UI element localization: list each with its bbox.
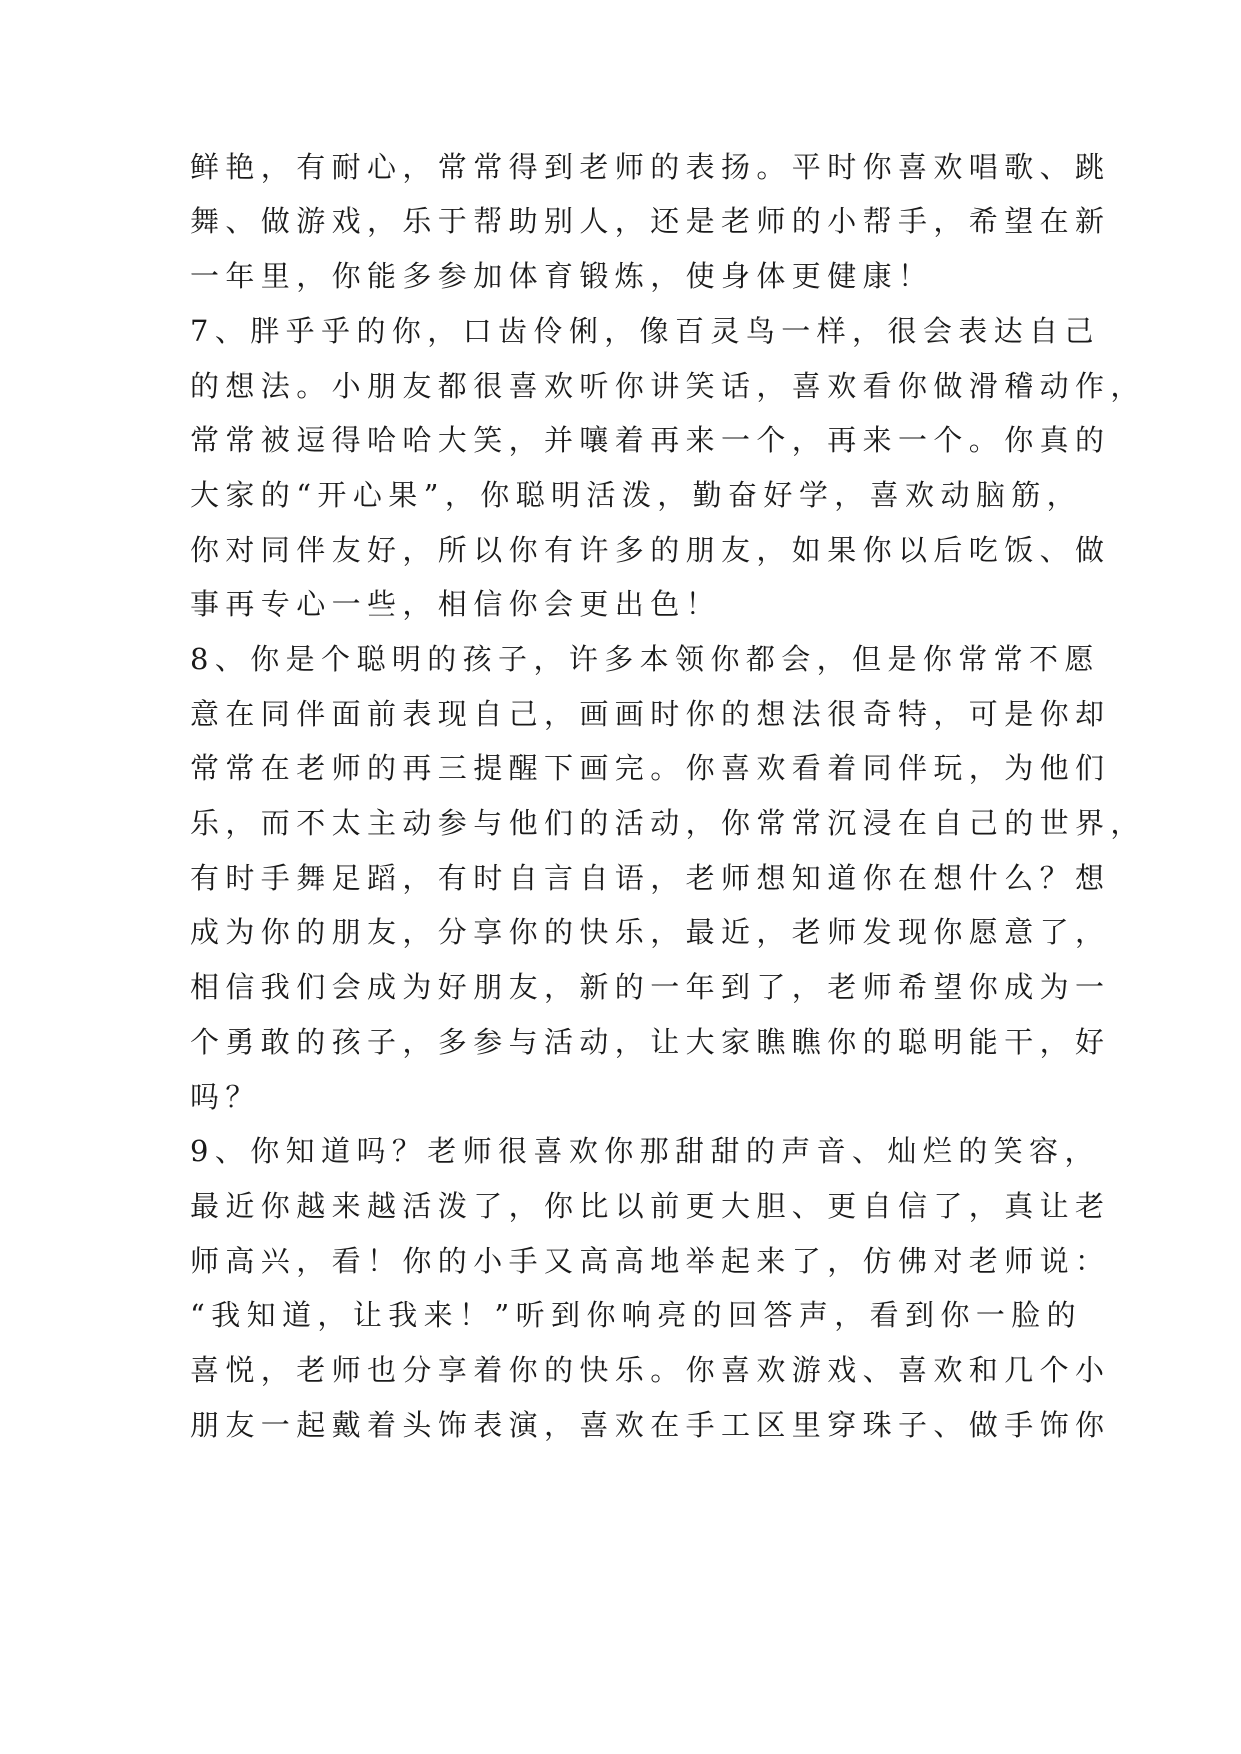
text-line: 鲜艳，有耐心，常常得到老师的表扬。平时你喜欢唱歌、跳 — [190, 150, 1111, 184]
text-line: 大家的“开心果”，你聪明活泼，勤奋好学，喜欢动脑筋， — [190, 478, 1083, 512]
text-line: 成为你的朋友，分享你的快乐，最近，老师发现你愿意了， — [190, 915, 1111, 949]
text-line: 事再专心一些，相信你会更出色！ — [190, 587, 722, 621]
text-line: 意在同伴面前表现自己，画画时你的想法很奇特，可是你却 — [190, 697, 1111, 731]
text-line: 有时手舞足蹈，有时自言自语，老师想知道你在想什么？想 — [190, 861, 1111, 895]
text-line: 相信我们会成为好朋友，新的一年到了，老师希望你成为一 — [190, 970, 1111, 1004]
text-line: 乐，而不太主动参与他们的活动，你常常沉浸在自己的世界， — [190, 806, 1146, 840]
text-line: 的想法。小朋友都很喜欢听你讲笑话，喜欢看你做滑稽动作， — [190, 369, 1146, 403]
text-line: 一年里，你能多参加体育锻炼，使身体更健康！ — [190, 259, 934, 293]
text-line: 师高兴，看！你的小手又高高地举起来了，仿佛对老师说： — [190, 1244, 1111, 1278]
text-line: 喜悦，老师也分享着你的快乐。你喜欢游戏、喜欢和几个小 — [190, 1353, 1111, 1387]
text-line: 个勇敢的孩子，多参与活动，让大家瞧瞧你的聪明能干，好 — [190, 1025, 1111, 1059]
text-line: 8、你是个聪明的孩子，许多本领你都会，但是你常常不愿 — [190, 642, 1100, 676]
text-line: 舞、做游戏，乐于帮助别人，还是老师的小帮手，希望在新 — [190, 204, 1111, 238]
text-line: 9、你知道吗？老师很喜欢你那甜甜的声音、灿烂的笑容， — [190, 1134, 1100, 1168]
text-line: 7、胖乎乎的你，口齿伶俐，像百灵鸟一样，很会表达自己 — [190, 314, 1100, 348]
text-line: “我知道，让我来！”听到你响亮的回答声，看到你一脸的 — [190, 1298, 1083, 1332]
text-line: 最近你越来越活泼了，你比以前更大胆、更自信了，真让老 — [190, 1189, 1111, 1223]
text-line: 你对同伴友好，所以你有许多的朋友，如果你以后吃饭、做 — [190, 533, 1111, 567]
text-line: 常常在老师的再三提醒下画完。你喜欢看着同伴玩，为他们 — [190, 751, 1111, 785]
text-line: 吗？ — [190, 1080, 261, 1114]
text-line: 朋友一起戴着头饰表演，喜欢在手工区里穿珠子、做手饰你 — [190, 1408, 1111, 1442]
text-line: 常常被逗得哈哈大笑，并嚷着再来一个，再来一个。你真的 — [190, 423, 1111, 457]
